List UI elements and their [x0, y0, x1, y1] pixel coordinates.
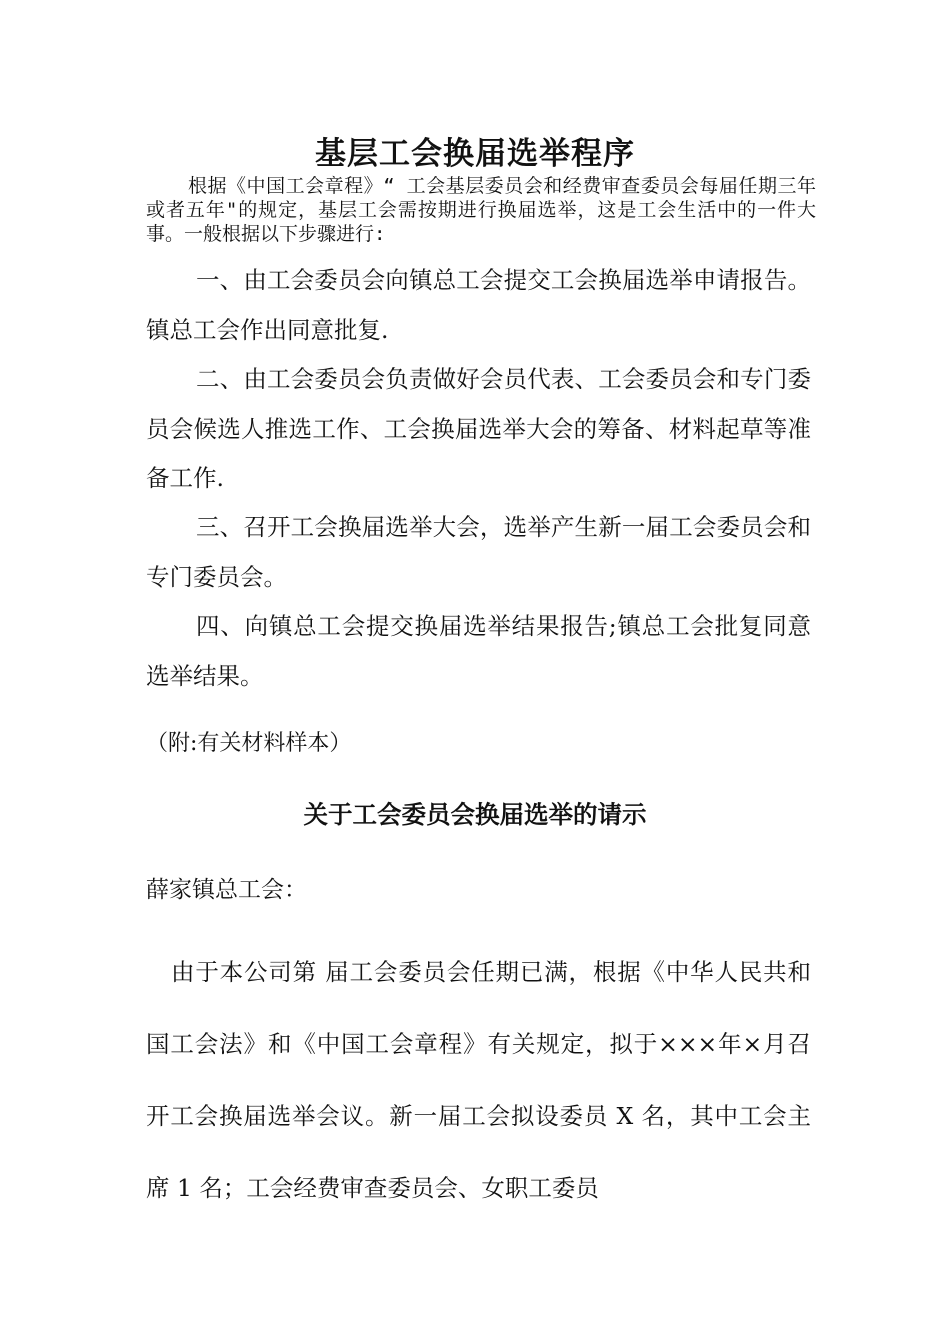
intro-paragraph: 根据《中国工会章程》“ 工会基层委员会和经费审查委员会每届任期三年或者五年"的规定，基层工会需按期进行换届选举，这是工会生活中的一件大事。一般根据以下步骤进行:	[146, 175, 816, 245]
step-item-1: 一、由工会委员会向镇总工会提交工会换届选举申请报告。镇总工会作出同意批复.	[146, 266, 811, 344]
step-item-4: 四、向镇总工会提交换届选举结果报告;镇总工会批复同意选举结果。	[146, 612, 811, 690]
letter-body: 由于本公司第 届工会委员会任期已满，根据《中华人民共和国工会法》和《中国工会章程》有关规定，拟于×××年×月召开工会换届选举会议。新一届工会拟设委员 X 名，其中工会主席 1 名；工会经费审查委员会、女职工委员	[146, 958, 811, 1202]
letter-addressee: 薛家镇总工会：	[146, 877, 307, 903]
step-item-2: 二、由工会委员会负责做好会员代表、工会委员会和专门委员会候选人推选工作、工会换届选举大会的筹备、材料起草等准备工作.	[146, 365, 811, 492]
step-item-3: 三、召开工会换届选举大会，选举产生新一届工会委员会和专门委员会。	[146, 513, 811, 591]
appendix-note: （附:有关材料样本）	[146, 731, 352, 756]
document-title: 基层工会换届选举程序	[315, 136, 635, 172]
request-letter-title: 关于工会委员会换届选举的请示	[303, 800, 647, 829]
